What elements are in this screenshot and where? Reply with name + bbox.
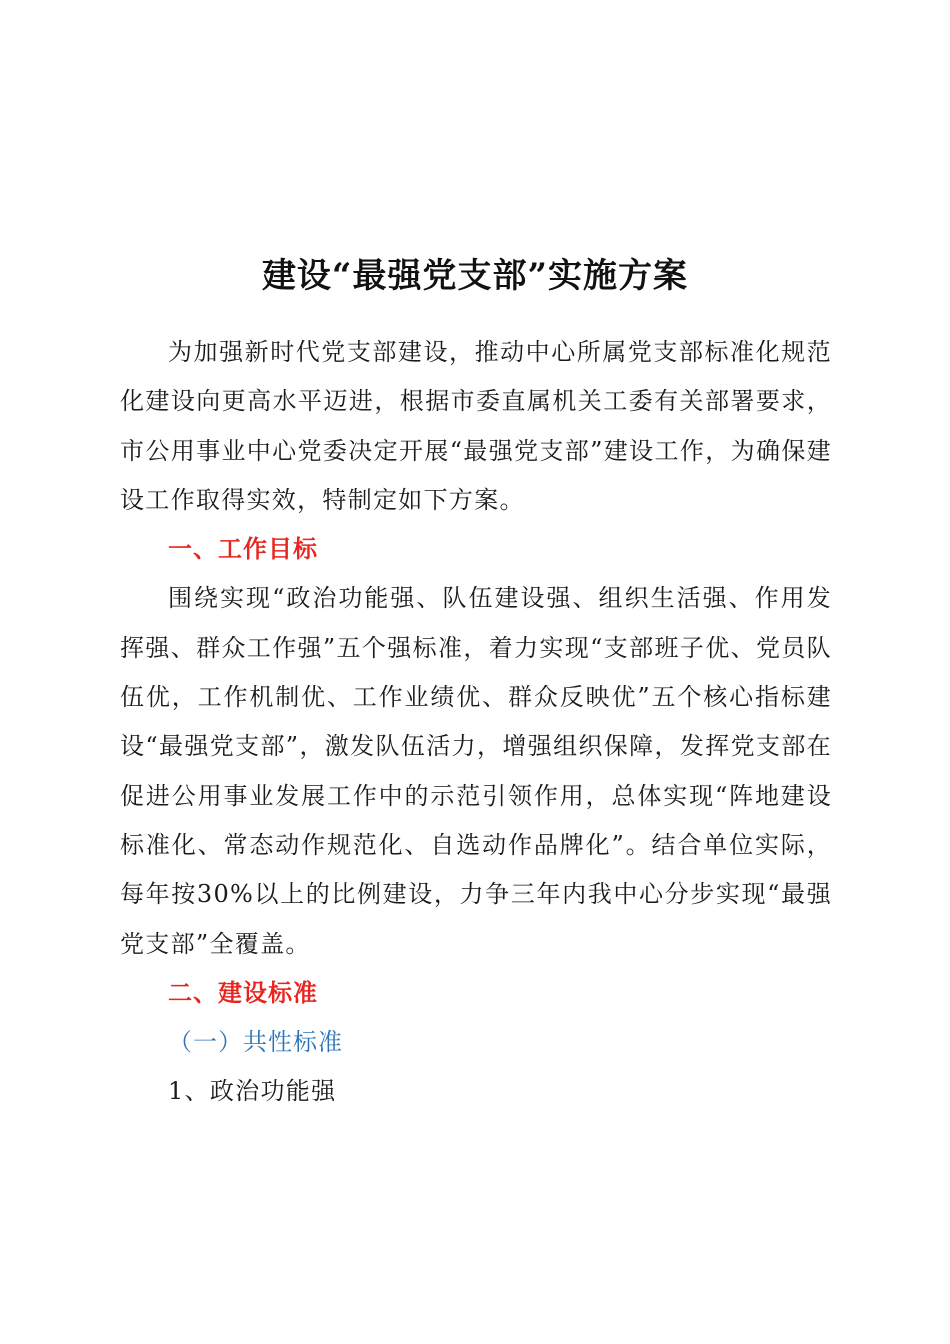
- subsection-heading-common-standards: （一）共性标准: [168, 1028, 343, 1057]
- section-heading-work-goals: 一、工作目标: [168, 535, 318, 564]
- section-heading-standards: 二、建设标准: [168, 978, 318, 1007]
- document-title: 建设“最强党支部”实施方案: [261, 256, 689, 296]
- document-body: [120, 328, 832, 1117]
- intro-paragraph: 为加强新时代党支部建设，推动中心所属党支部标准化规范化建设向更高水平迈进，根据市委直属机关工委有关部署要求，市公用事业中心党委决定开展“最强党支部”建设工作，为确保建设工作取得实效，特制定如下方案。: [120, 338, 832, 514]
- list-item-political-function: 1、政治功能强: [168, 1077, 337, 1106]
- section-paragraph-work-goals: 围绕实现“政治功能强、队伍建设强、组织生活强、作用发挥强、群众工作强”五个强标准，着力实现“支部班子优、党员队伍优，工作机制优、工作业绩优、群众反映优”五个核心指标建设“最强党支部”，激发队伍活力，增强组织保障，发挥党支部在促进公用事业发展工作中的示范引领作用，总体实现“阵地建设标准化、常态动作规范化、自选动作品牌化”。结合单位实际，每年按30%以上的比例建设，力争三年内我中心分步实现“最强党支部”全覆盖。: [120, 584, 832, 958]
